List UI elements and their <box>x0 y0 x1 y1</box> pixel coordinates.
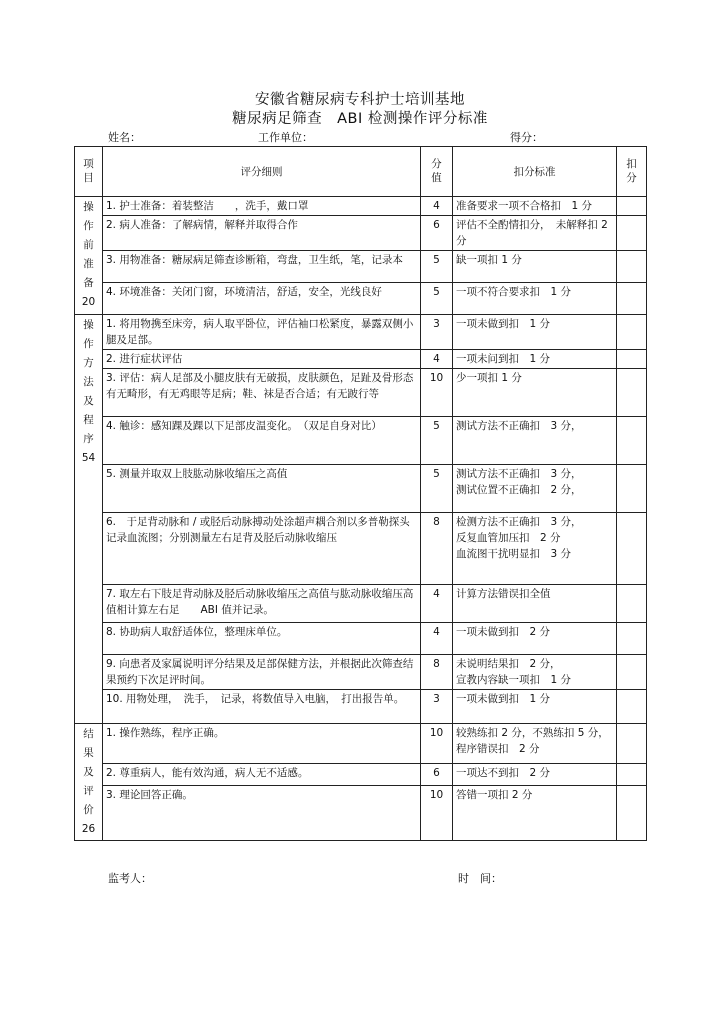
points-value: 6 <box>421 764 453 786</box>
deducted-score-cell[interactable] <box>617 764 647 786</box>
deducted-score-cell[interactable] <box>617 513 647 585</box>
table-row <box>75 417 647 465</box>
points-value: 5 <box>421 465 453 513</box>
column-header-detail: 评分细则 <box>103 147 421 197</box>
score-label: 得分： <box>510 131 543 144</box>
deduction-standard: 计算方法错误扣全值 <box>453 585 617 623</box>
points-value: 4 <box>421 350 453 369</box>
deducted-score-cell[interactable] <box>617 251 647 283</box>
supervisor-label: 监考人： <box>108 872 152 885</box>
table-row <box>75 350 647 369</box>
deduction-standard: 未说明结果扣 2 分， 宣教内容缺一项扣 1 分 <box>453 655 617 690</box>
criteria-detail: 5. 测量并取双上肢肱动脉收缩压之高值 <box>103 465 421 513</box>
deduction-standard: 一项未做到扣 1 分 <box>453 690 617 724</box>
deduction-standard: 一项未做到扣 1 分 <box>453 315 617 350</box>
points-value: 3 <box>421 315 453 350</box>
deducted-score-cell[interactable] <box>617 465 647 513</box>
table-row <box>75 655 647 690</box>
deducted-score-cell[interactable] <box>617 690 647 724</box>
points-value: 5 <box>421 251 453 283</box>
table-row <box>75 513 647 585</box>
document-title: 安徽省糖尿病专科护士培训基地 <box>255 92 465 108</box>
points-value: 4 <box>421 623 453 655</box>
deduction-standard: 检测方法不正确扣 3 分， 反复血管加压扣 2 分 血流图干扰明显扣 3 分 <box>453 513 617 585</box>
table-row <box>75 315 647 350</box>
deducted-score-cell[interactable] <box>617 417 647 465</box>
section-label: 操作前准备20 <box>75 197 103 315</box>
points-value: 10 <box>421 724 453 764</box>
deduction-standard: 缺一项扣 1 分 <box>453 251 617 283</box>
deduction-standard: 答错一项扣 2 分 <box>453 785 617 840</box>
deducted-score-cell[interactable] <box>617 283 647 315</box>
table-row <box>75 251 647 283</box>
points-value: 10 <box>421 785 453 840</box>
deducted-score-cell[interactable] <box>617 216 647 251</box>
work-unit-label: 工作单位： <box>258 131 313 144</box>
criteria-detail: 8. 协助病人取舒适体位，整理床单位。 <box>103 623 421 655</box>
deduction-standard: 一项不符合要求扣 1 分 <box>453 283 617 315</box>
criteria-detail: 4. 环境准备：关闭门窗，环境清洁，舒适，安全，光线良好 <box>103 283 421 315</box>
deducted-score-cell[interactable] <box>617 315 647 350</box>
scoring-table <box>74 146 647 841</box>
deduction-standard: 评估不全酌情扣分， 未解释扣 2 分 <box>453 216 617 251</box>
criteria-detail: 9. 向患者及家属说明评分结果及足部保健方法，并根据此次筛查结果预约下次足评时间。 <box>103 655 421 690</box>
deducted-score-cell[interactable] <box>617 724 647 764</box>
deducted-score-cell[interactable] <box>617 655 647 690</box>
column-header-deducted: 扣分 <box>617 147 647 197</box>
points-value: 5 <box>421 283 453 315</box>
table-row <box>75 585 647 623</box>
criteria-detail: 3. 用物准备：糖尿病足筛查诊断箱，弯盘，卫生纸，笔，记录本 <box>103 251 421 283</box>
points-value: 5 <box>421 417 453 465</box>
criteria-detail: 3. 评估：病人足部及小腿皮肤有无破损，皮肤颜色，足趾及骨形态有无畸形，有无鸡眼等足病；鞋、袜是否合适；有无跛行等 <box>103 369 421 417</box>
points-value: 10 <box>421 369 453 417</box>
points-value: 8 <box>421 655 453 690</box>
criteria-detail: 7. 取左右下肢足背动脉及胫后动脉收缩压之高值与肱动脉收缩压高值相计算左右足 ABI 值并记录。 <box>103 585 421 623</box>
deduction-standard: 测试方法不正确扣 3 分， 测试位置不正确扣 2 分， <box>453 465 617 513</box>
table-row <box>75 785 647 840</box>
deduction-standard: 准备要求一项不合格扣 1 分 <box>453 197 617 216</box>
criteria-detail: 4. 触诊：感知踝及踝以下足部皮温变化。 （双足自身对比） <box>103 417 421 465</box>
deduction-standard: 一项达不到扣 2 分 <box>453 764 617 786</box>
deducted-score-cell[interactable] <box>617 785 647 840</box>
points-value: 6 <box>421 216 453 251</box>
criteria-detail: 1. 将用物携至床旁，病人取平卧位，评估袖口松紧度，暴露双侧小腿及足部。 <box>103 315 421 350</box>
table-row <box>75 197 647 216</box>
deducted-score-cell[interactable] <box>617 369 647 417</box>
points-value: 4 <box>421 585 453 623</box>
section-label: 操作方法及程序54 <box>75 315 103 724</box>
table-row <box>75 623 647 655</box>
column-header-deduction: 扣分标准 <box>453 147 617 197</box>
criteria-detail: 1. 操作熟练，程序正确。 <box>103 724 421 764</box>
points-value: 4 <box>421 197 453 216</box>
criteria-detail: 2. 病人准备：了解病情，解释并取得合作 <box>103 216 421 251</box>
table-row <box>75 690 647 724</box>
deducted-score-cell[interactable] <box>617 197 647 216</box>
time-label: 时 间： <box>458 872 502 885</box>
criteria-detail: 2. 进行症状评估 <box>103 350 421 369</box>
criteria-detail: 2. 尊重病人，能有效沟通，病人无不适感。 <box>103 764 421 786</box>
criteria-detail: 3. 理论回答正确。 <box>103 785 421 840</box>
column-header-item: 项目 <box>75 147 103 197</box>
document-subtitle: 糖尿病足筛查 ABI 检测操作评分标准 <box>232 111 488 127</box>
deduction-standard: 测试方法不正确扣 3 分， <box>453 417 617 465</box>
points-value: 3 <box>421 690 453 724</box>
criteria-detail: 10. 用物处理， 洗手， 记录，将数值导入电脑， 打出报告单。 <box>103 690 421 724</box>
table-row <box>75 216 647 251</box>
deduction-standard: 少一项扣 1 分 <box>453 369 617 417</box>
deducted-score-cell[interactable] <box>617 350 647 369</box>
name-label: 姓名： <box>108 131 141 144</box>
table-row <box>75 369 647 417</box>
points-value: 8 <box>421 513 453 585</box>
criteria-detail: 1. 护士准备：着装整洁 ，洗手，戴口罩 <box>103 197 421 216</box>
table-row <box>75 764 647 786</box>
deduction-standard: 一项未问到扣 1 分 <box>453 350 617 369</box>
deduction-standard: 较熟练扣 2 分，不熟练扣 5 分，程序错误扣 2 分 <box>453 724 617 764</box>
column-header-points: 分值 <box>421 147 453 197</box>
deduction-standard: 一项未做到扣 2 分 <box>453 623 617 655</box>
deducted-score-cell[interactable] <box>617 623 647 655</box>
deducted-score-cell[interactable] <box>617 585 647 623</box>
section-label: 结果及评价26 <box>75 724 103 841</box>
criteria-detail: 6. 于足背动脉和 / 或胫后动脉搏动处涂超声耦合剂以多普勒探头记录血流图；分别测量左右足背及胫后动脉收缩压 <box>103 513 421 585</box>
table-row <box>75 283 647 315</box>
table-row <box>75 724 647 764</box>
table-row <box>75 465 647 513</box>
